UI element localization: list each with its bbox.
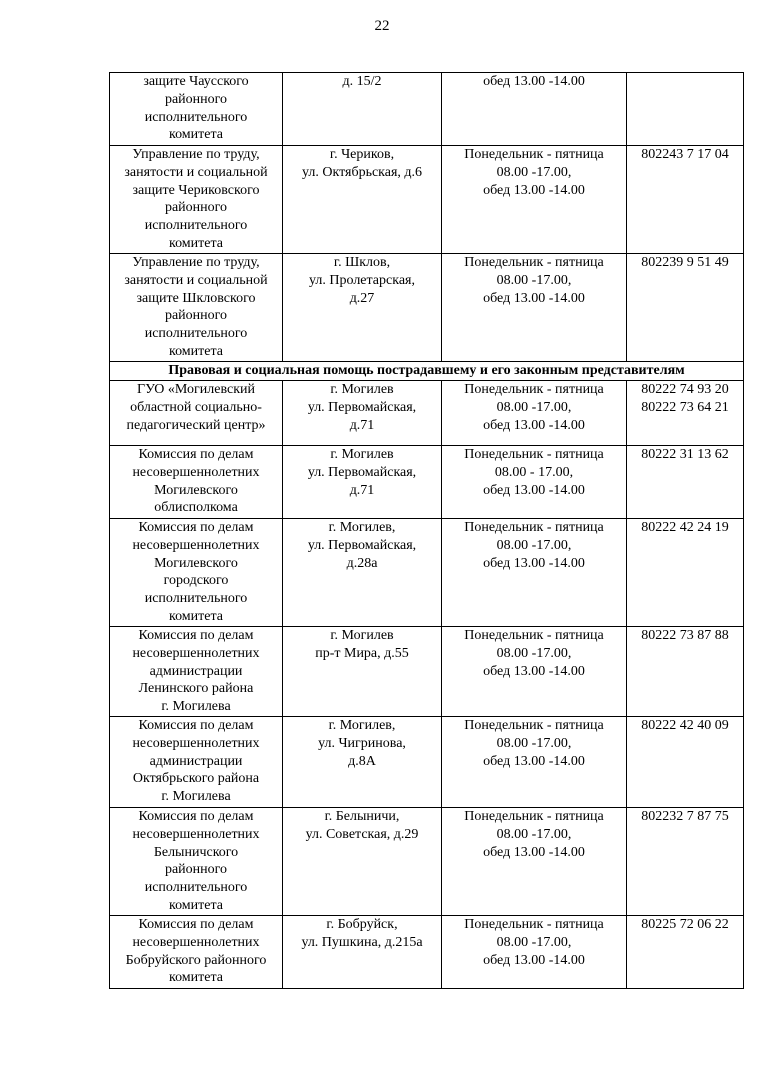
address-line: ул. Октябрьская, д.6 <box>301 164 423 180</box>
table-row <box>110 716 744 807</box>
org-line: городского <box>163 573 229 589</box>
org-line: педагогический центр» <box>126 417 266 433</box>
table-row <box>110 915 744 988</box>
org-line: г. Могилева <box>161 699 231 715</box>
phone-cell <box>627 807 744 915</box>
address-line: г. Могилев <box>330 447 394 462</box>
org-line: Бобруйского районного <box>125 952 267 968</box>
phone-cell <box>627 146 744 254</box>
org-line: занятости и социальной <box>124 272 268 288</box>
org-line: защите Чаусского <box>143 74 249 89</box>
hours-line: обед 13.00 -14.00 <box>483 844 585 860</box>
org-line: комитета <box>168 970 223 986</box>
table-row <box>110 627 744 717</box>
phone-cell <box>627 627 744 717</box>
organizations-table <box>109 72 744 989</box>
hours-line: Понедельник - пятница <box>464 916 604 932</box>
hours-line: обед 13.00 -14.00 <box>483 952 585 968</box>
org-line: районного <box>164 308 228 324</box>
phone-cell <box>627 254 744 362</box>
table-row <box>110 519 744 627</box>
organization-cell <box>110 716 283 807</box>
section-header-body <box>110 362 744 381</box>
hours-cell <box>442 73 627 146</box>
org-line: Могилевского <box>154 555 238 571</box>
org-line: г. Могилева <box>161 789 231 805</box>
address-line: г. Могилев, <box>328 520 396 535</box>
address-cell <box>283 73 442 146</box>
address-line: ул. Чигринова, <box>318 735 406 751</box>
phone-line: 80222 31 13 62 <box>641 447 729 462</box>
address-line: ул. Пролетарская, <box>309 272 415 288</box>
organization-cell <box>110 519 283 627</box>
hours-cell <box>442 254 627 362</box>
address-cell <box>283 807 442 915</box>
address-line: д.28а <box>346 555 378 571</box>
address-line: д.71 <box>349 482 375 498</box>
hours-line: Понедельник - пятница <box>464 520 604 535</box>
org-line: исполнительного <box>144 591 248 607</box>
org-line: районного <box>164 862 228 878</box>
hours-line: обед 13.00 -14.00 <box>483 182 585 198</box>
hours-line: 08.00 -17.00, <box>496 735 572 751</box>
address-cell <box>283 446 442 519</box>
address-line: ул. Первомайская, <box>307 399 417 415</box>
organization-cell <box>110 381 283 446</box>
phone-line: 802243 7 17 04 <box>641 147 729 162</box>
hours-line: Понедельник - пятница <box>464 717 604 733</box>
hours-line: Понедельник - пятница <box>464 382 604 397</box>
phone-cell <box>627 73 744 146</box>
table-body-after-section <box>110 381 744 989</box>
hours-line: 08.00 - 17.00, <box>494 464 574 480</box>
org-line: районного <box>164 91 228 107</box>
hours-line: Понедельник - пятница <box>464 808 604 824</box>
section-header-row <box>110 362 744 381</box>
org-line: комитета <box>168 235 223 251</box>
phone-line: 80222 42 40 09 <box>641 717 729 733</box>
phone-line: 80225 72 06 22 <box>641 916 729 932</box>
hours-line: Понедельник - пятница <box>464 255 604 270</box>
org-line: исполнительного <box>144 109 248 125</box>
phone-line: 80222 42 24 19 <box>641 520 729 535</box>
org-line: исполнительного <box>144 326 248 342</box>
hours-line: 08.00 -17.00, <box>496 272 572 288</box>
hours-line: 08.00 -17.00, <box>496 164 572 180</box>
hours-cell <box>442 146 627 254</box>
org-line: комитета <box>168 608 223 624</box>
address-cell <box>283 146 442 254</box>
organization-cell <box>110 807 283 915</box>
org-line: исполнительного <box>144 218 248 234</box>
address-line: г. Могилев <box>330 382 394 397</box>
table-row <box>110 807 744 915</box>
hours-line: обед 13.00 -14.00 <box>483 663 585 679</box>
section-title: Правовая и социальная помощь пострадавшему и его законным представителям <box>110 362 744 381</box>
address-cell <box>283 627 442 717</box>
hours-line: обед 13.00 -14.00 <box>483 74 585 89</box>
hours-cell <box>442 381 627 446</box>
org-line: несовершеннолетних <box>132 464 260 480</box>
org-line: несовершеннолетних <box>132 934 260 950</box>
hours-cell <box>442 627 627 717</box>
organization-cell <box>110 627 283 717</box>
org-line: исполнительного <box>144 880 248 896</box>
organization-cell <box>110 446 283 519</box>
phone-line: 80222 74 93 20 <box>641 382 729 397</box>
org-line: несовершеннолетних <box>132 645 260 661</box>
hours-cell <box>442 519 627 627</box>
hours-line: 08.00 -17.00, <box>496 645 572 661</box>
hours-line: 08.00 -17.00, <box>496 537 572 553</box>
org-line: Комиссия по делам <box>138 520 254 535</box>
hours-cell <box>442 716 627 807</box>
hours-line: обед 13.00 -14.00 <box>483 482 585 498</box>
address-line: д. 15/2 <box>342 74 382 89</box>
hours-line: 08.00 -17.00, <box>496 399 572 415</box>
organization-cell <box>110 254 283 362</box>
phone-cell <box>627 519 744 627</box>
address-cell <box>283 381 442 446</box>
org-line: Управление по труду, <box>132 255 260 270</box>
address-line: ул. Пушкина, д.215а <box>301 934 423 950</box>
org-line: комитета <box>168 343 223 359</box>
org-line: Комиссия по делам <box>138 916 254 932</box>
hours-line: обед 13.00 -14.00 <box>483 417 585 433</box>
phone-line: 80222 73 64 21 <box>641 399 729 415</box>
address-line: пр-т Мира, д.55 <box>315 645 409 661</box>
address-line: д.8А <box>348 753 376 769</box>
organization-cell <box>110 915 283 988</box>
table-body-before-section <box>110 73 744 362</box>
address-line: г. Бобруйск, <box>326 916 398 932</box>
org-line: несовершеннолетних <box>132 537 260 553</box>
hours-cell <box>442 446 627 519</box>
org-line: администрации <box>149 753 243 769</box>
hours-line: Понедельник - пятница <box>464 147 604 162</box>
org-line: несовершеннолетних <box>132 735 260 751</box>
org-line: защите Чериковского <box>132 182 260 198</box>
phone-cell <box>627 446 744 519</box>
org-line: областной социально- <box>130 399 262 415</box>
address-cell <box>283 254 442 362</box>
hours-line: Понедельник - пятница <box>464 628 604 643</box>
address-cell <box>283 519 442 627</box>
hours-line: обед 13.00 -14.00 <box>483 290 585 306</box>
address-line: д.27 <box>349 290 375 306</box>
organization-cell <box>110 73 283 146</box>
org-line: Комиссия по делам <box>138 628 254 643</box>
phone-cell <box>627 915 744 988</box>
phone-line: 802239 9 51 49 <box>641 255 729 270</box>
org-line: Комиссия по делам <box>138 717 254 733</box>
org-line: защите Шкловского <box>136 290 256 306</box>
org-line: комитета <box>168 897 223 913</box>
phone-line: 80222 73 87 88 <box>641 628 729 643</box>
hours-cell <box>442 915 627 988</box>
org-line: Управление по труду, <box>132 147 260 162</box>
org-line: Комиссия по делам <box>138 447 254 462</box>
address-cell <box>283 915 442 988</box>
phone-cell <box>627 381 744 446</box>
org-line: Белыничского <box>153 844 239 860</box>
org-line: занятости и социальной <box>124 164 268 180</box>
address-line: г. Шклов, <box>333 255 391 270</box>
hours-line: 08.00 -17.00, <box>496 934 572 950</box>
phone-cell <box>627 716 744 807</box>
address-line: д.71 <box>349 417 375 433</box>
page-number: 22 <box>374 18 390 34</box>
address-line: ул. Первомайская, <box>307 464 417 480</box>
address-line: г. Чериков, <box>329 147 395 162</box>
hours-cell <box>442 807 627 915</box>
table-row <box>110 446 744 519</box>
address-line: ул. Советская, д.29 <box>305 826 419 842</box>
address-line: г. Могилев, <box>328 717 396 733</box>
org-line: администрации <box>149 663 243 679</box>
org-line: комитета <box>168 127 223 143</box>
table-row <box>110 146 744 254</box>
table-row <box>110 73 744 146</box>
phone-line: 802232 7 87 75 <box>641 808 729 824</box>
org-line: Ленинского района <box>138 681 254 697</box>
org-line: несовершеннолетних <box>132 826 260 842</box>
org-line: облисполкома <box>154 500 238 516</box>
org-line: районного <box>164 200 228 216</box>
table-row <box>110 381 744 446</box>
org-line: Октябрьского района <box>132 771 260 787</box>
organization-cell <box>110 146 283 254</box>
hours-line: обед 13.00 -14.00 <box>483 753 585 769</box>
address-line: ул. Первомайская, <box>307 537 417 553</box>
table-row <box>110 254 744 362</box>
org-line: Могилевского <box>154 482 238 498</box>
address-line: г. Белыничи, <box>324 808 400 824</box>
hours-line: Понедельник - пятница <box>464 447 604 462</box>
org-line: ГУО «Могилевский <box>137 382 255 397</box>
hours-line: обед 13.00 -14.00 <box>483 555 585 571</box>
address-line: г. Могилев <box>330 628 394 643</box>
hours-line: 08.00 -17.00, <box>496 826 572 842</box>
address-cell <box>283 716 442 807</box>
org-line: Комиссия по делам <box>138 808 254 824</box>
